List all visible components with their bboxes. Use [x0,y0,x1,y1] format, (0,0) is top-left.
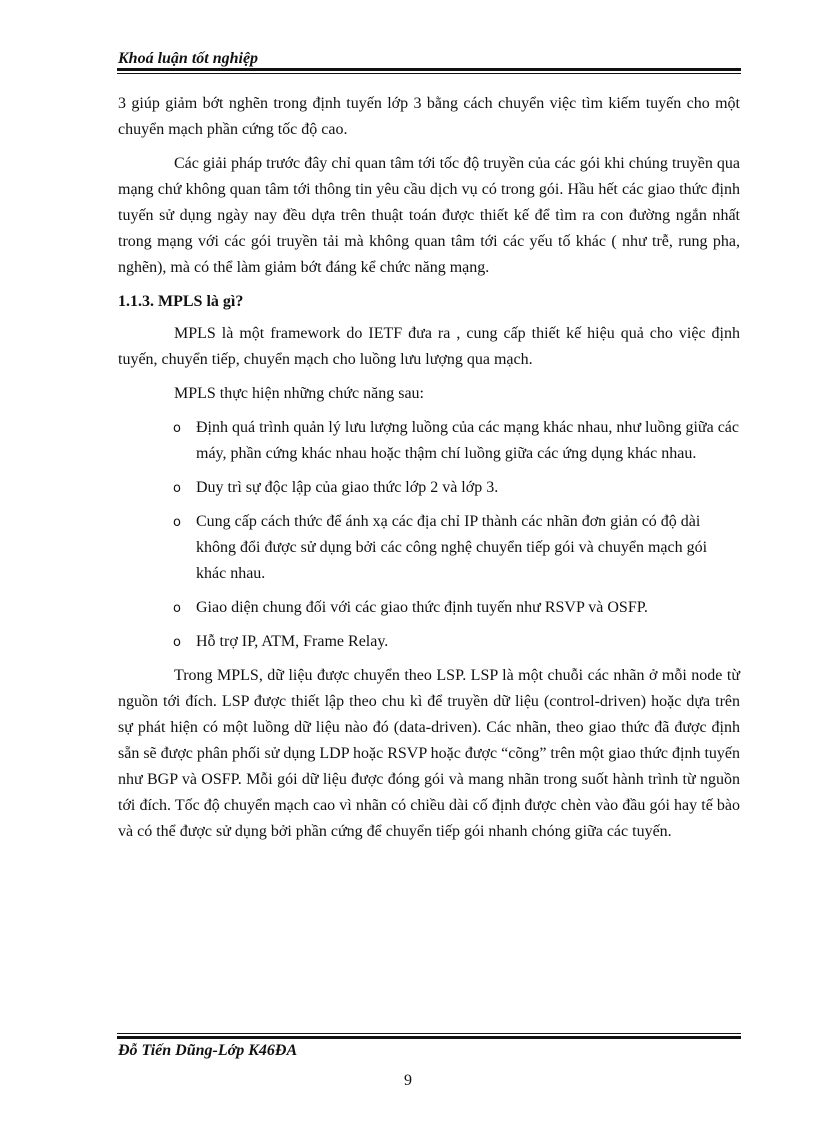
section-heading: 1.1.3. MPLS là gì? [118,293,244,310]
circle-bullet-icon: o [173,421,181,436]
circle-bullet-icon: o [173,601,181,616]
list-item [118,475,740,501]
function-list [118,415,740,655]
paragraph-3: MPLS là một framework do IETF đưa ra , cung cấp thiết kế hiệu quả cho việc định tuyến, chuyển tiếp, chuyển mạch cho luồng lưu lượng qua mạch. [118,325,740,368]
paragraph-5: Trong MPLS, dữ liệu được chuyển theo LSP. LSP là một chuỗi các nhãn ở mỗi node từ nguồn tới đích. LSP được thiết lập theo chu kì để truyền dữ liệu (control-driven) hoặc dựa trên sự phát hiện có một luồng dữ liệu nào đó (data-driven). Các nhãn, theo giao thức đã được định sẵn sẽ được phân phối sử dụng LDP hoặc RSVP hoặc được “cõng” trên một giao thức định tuyến như BGP và OSFP. Mỗi gói dữ liệu được đóng gói và mang nhãn trong suốt hành trình từ nguồn tới đích. Tốc độ chuyển mạch cao vì nhãn có chiều dài cố định được chèn vào đầu gói hay tế bào và có thể được sử dụng bởi phần cứng để chuyển tiếp gói nhanh chóng giữa các tuyến. [118,667,740,840]
list-item-text: Giao diện chung đối với các giao thức định tuyến như RSVP và OSFP. [196,599,648,616]
circle-bullet-icon: o [173,635,181,650]
list-item [118,509,740,587]
paragraph-2: Các giải pháp trước đây chỉ quan tâm tới tốc độ truyền của các gói khi chúng truyền qua mạng chứ không quan tâm tới thông tin yêu cầu dịch vụ có trong gói. Hầu hết các giao thức định tuyến sử dụng ngày nay đều dựa trên thuật toán được thiết kế để tìm ra con đường ngắn nhất trong mạng với các gói truyền tải mà không quan tâm tới các yếu tố khác ( như trễ, rung pha, nghẽn), mà có thể làm giảm bớt đáng kể chức năng mạng. [118,155,740,276]
list-item-text: Hỗ trợ IP, ATM, Frame Relay. [196,633,389,650]
list-item-text: Cung cấp cách thức để ánh xạ các địa chỉ IP thành các nhãn đơn giản có độ dài không đổi được sử dụng bởi các công nghệ chuyển tiếp gói và chuyển mạch gói khác nhau. [196,513,708,582]
page-content [118,91,740,853]
list-item [118,415,740,467]
header-rule-thin [117,73,741,74]
footer-author: Đỗ Tiến Dũng-Lớp K46ĐA [118,1042,298,1059]
header-rule-thick [117,68,741,71]
paragraph-4: MPLS thực hiện những chức năng sau: [174,385,424,402]
footer-rule-thin [117,1033,741,1034]
circle-bullet-icon: o [173,515,181,530]
list-item-text: Duy trì sự độc lập của giao thức lớp 2 và lớp 3. [196,479,499,496]
list-item-text: Định quá trình quản lý lưu lượng luồng của các mạng khác nhau, như luồng giữa các máy, phần cứng khác nhau hoặc thậm chí luồng giữa các ứng dụng khác nhau. [196,419,740,462]
paragraph-1: 3 giúp giảm bớt nghẽn trong định tuyến lớp 3 bằng cách chuyển việc tìm kiếm tuyến cho một chuyển mạch phần cứng tốc độ cao. [118,95,740,138]
footer-rule-thick [117,1036,741,1039]
list-item [118,595,740,621]
list-item [118,629,740,655]
page-number: 9 [404,1072,412,1089]
circle-bullet-icon: o [173,481,181,496]
header-title: Khoá luận tốt nghiệp [118,50,259,67]
